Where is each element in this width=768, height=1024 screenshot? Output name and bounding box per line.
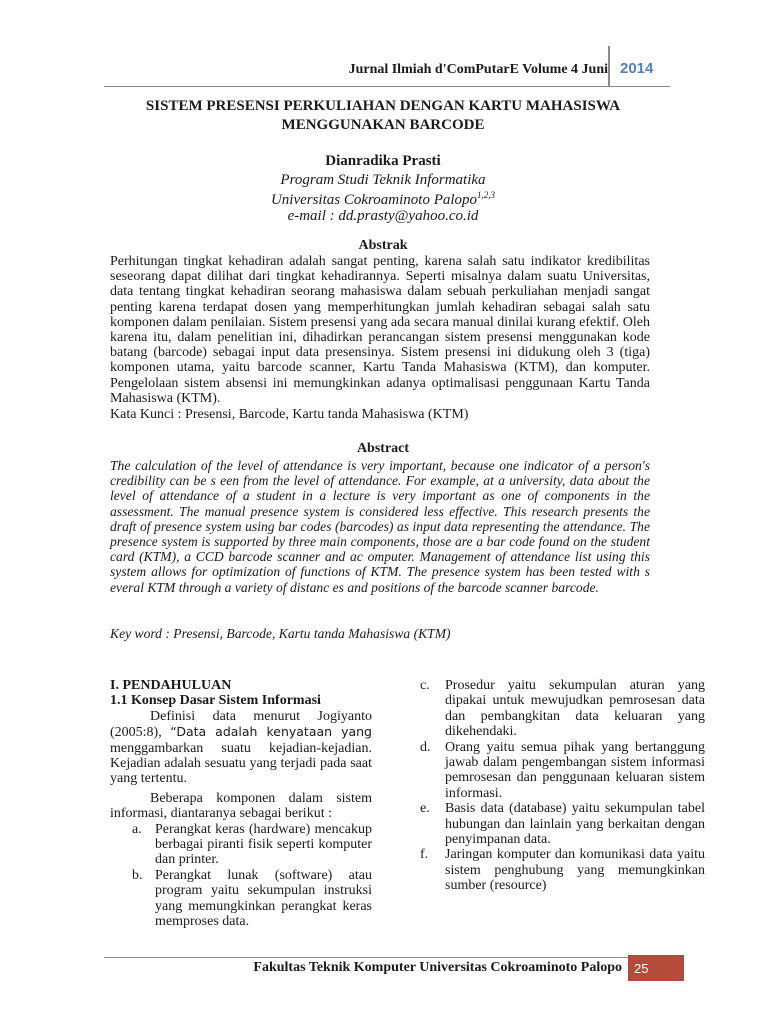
list-item <box>420 847 705 893</box>
footer-rule <box>104 957 670 958</box>
left-column <box>110 678 372 930</box>
list-text: Jaringan komputer dan komunikasi data yaitu sistem penghubung yang memungkinkan sumber (resource) <box>445 847 705 894</box>
list-marker: e. <box>420 801 430 817</box>
paragraph-definition <box>110 709 372 787</box>
header-year: 2014 <box>620 60 654 77</box>
paragraph-components: Beberapa komponen dalam sistem informasi, diantaranya sebagai berikut : <box>110 790 372 822</box>
list-item <box>420 678 705 740</box>
affiliation-superscript: 1,2,3 <box>477 190 496 200</box>
journal-title: Jurnal Ilmiah d'ComPutarE Volume 4 Juni <box>348 62 608 77</box>
list-text: Orang yaitu semua pihak yang bertanggung jawab dalam pengembangan sistem informasi pemrosesan dan penggunaan keluaran sistem informasi. <box>445 739 705 801</box>
paper-title-line-2: MENGGUNAKAN BARCODE <box>281 117 485 133</box>
paper-title-line-1: SISTEM PRESENSI PERKULIAHAN DENGAN KARTU MAHASISWA <box>145 98 621 114</box>
list-marker: c. <box>420 678 430 693</box>
header-divider <box>608 46 610 86</box>
list-marker: a. <box>132 821 142 837</box>
abstrak-heading: Abstrak <box>358 238 408 253</box>
key-word: Key word : Presensi, Barcode, Kartu tanda Mahasiswa (KTM) <box>110 626 451 641</box>
list-marker: d. <box>420 739 431 755</box>
kata-kunci: Kata Kunci : Presensi, Barcode, Kartu tanda Mahasiswa (KTM) <box>110 407 469 422</box>
list-item <box>420 740 705 802</box>
list-item <box>110 868 372 930</box>
definition-text-end: menggambarkan suatu kejadian-kejadian. Kejadian adalah sesuatu yang terjadi pada saat yang tertentu. <box>110 740 372 787</box>
abstract-body: The calculation of the level of attendance is very important, because one indicator of a person's credibility can be s een from the level of attendance. For example, at a university, data about the level of attendance of a student in a lecture is very important as one of components in the assessment. The manual presence system is considered less effective. This research presents the draft of presence system using bar codes (barcodes) as input data representing the attendance. The presence system is supported by three main components, those are a bar code found on the student card (KTM), a CCD barcode scanner and ac omputer. Management of attendance list using this system allows for optimization of functions of KTM. The presence system has been tested with s everal KTM through a variety of distanc es and positions of the barcode scanner barcode. <box>110 458 650 595</box>
list-item <box>110 822 372 868</box>
author-affiliation-program: Program Studi Teknik Informatika <box>280 172 486 188</box>
subsection-heading: 1.1 Konsep Dasar Sistem Informasi <box>110 693 321 709</box>
header-rule <box>104 86 670 87</box>
affiliation-university-text: Universitas Cokroaminoto Palopo <box>270 192 478 208</box>
right-column <box>420 678 705 894</box>
abstract-heading: Abstract <box>356 441 410 456</box>
list-marker: b. <box>132 867 143 883</box>
list-text: Basis data (database) yaitu sekumpulan tabel hubungan dan lainlain yang berkaitan dengan penyimpanan data. <box>445 801 705 848</box>
page-number: 25 <box>634 961 649 976</box>
author-affiliation-university <box>80 190 686 209</box>
list-text: Perangkat keras (hardware) mencakup berbagai piranti fisik seperti komputer dan printer. <box>155 821 372 868</box>
footer-faculty: Fakultas Teknik Komputer Universitas Cokroaminoto Palopo <box>253 960 622 975</box>
list-text: Prosedur yaitu sekumpulan aturan yang dipakai untuk mewujudkan pemrosesan data dan pembangkitan data keluaran yang dikehendaki. <box>445 678 705 740</box>
definition-quote: “Data adalah kenyataan yang <box>170 724 372 740</box>
definition-text-start: Definisi data menurut Jogiyanto (2005:8), <box>110 708 372 741</box>
author-email: e-mail : dd.prasty@yahoo.co.id <box>287 208 479 224</box>
abstrak-body: Perhitungan tingkat kehadiran adalah sangat penting, karena salah satu indikator kredibilitas seseorang dapat dilihat dari tingkat kehadirannya. Seperti misalnya dalam suatu Universitas, data tentang tingkat kehadiran seorang mahasiswa dalam sebuah perkuliahan menjadi sangat penting karena terdapat dosen yang memperhitungkan jumlah kehadiran sebagai salah satu komponen dalam penilaian. Sistem presensi yang ada secara manual dinilai kurang efektif. Oleh karena itu, dalam penelitian ini, dihadirkan perancangan sistem presensi menggunakan kode batang (barcode) sebagai input data presensinya. Sistem presensi ini didukung oleh 3 (tiga) komponen utama, yaitu barcode scanner, Kartu Tanda Mahasiswa (KTM), dan komputer. Pengelolaan sistem absensi ini memungkinkan adanya optimalisasi penggunaan Kartu Tanda Mahasiswa (KTM). <box>110 254 650 406</box>
list-item <box>420 801 705 847</box>
section-heading: I. PENDAHULUAN <box>110 678 232 693</box>
list-text: Perangkat lunak (software) atau program yaitu sekumpulan instruksi yang memungkinkan perangkat keras memproses data. <box>155 867 372 930</box>
author-name: Dianradika Prasti <box>325 153 441 169</box>
list-marker: f. <box>420 847 429 863</box>
